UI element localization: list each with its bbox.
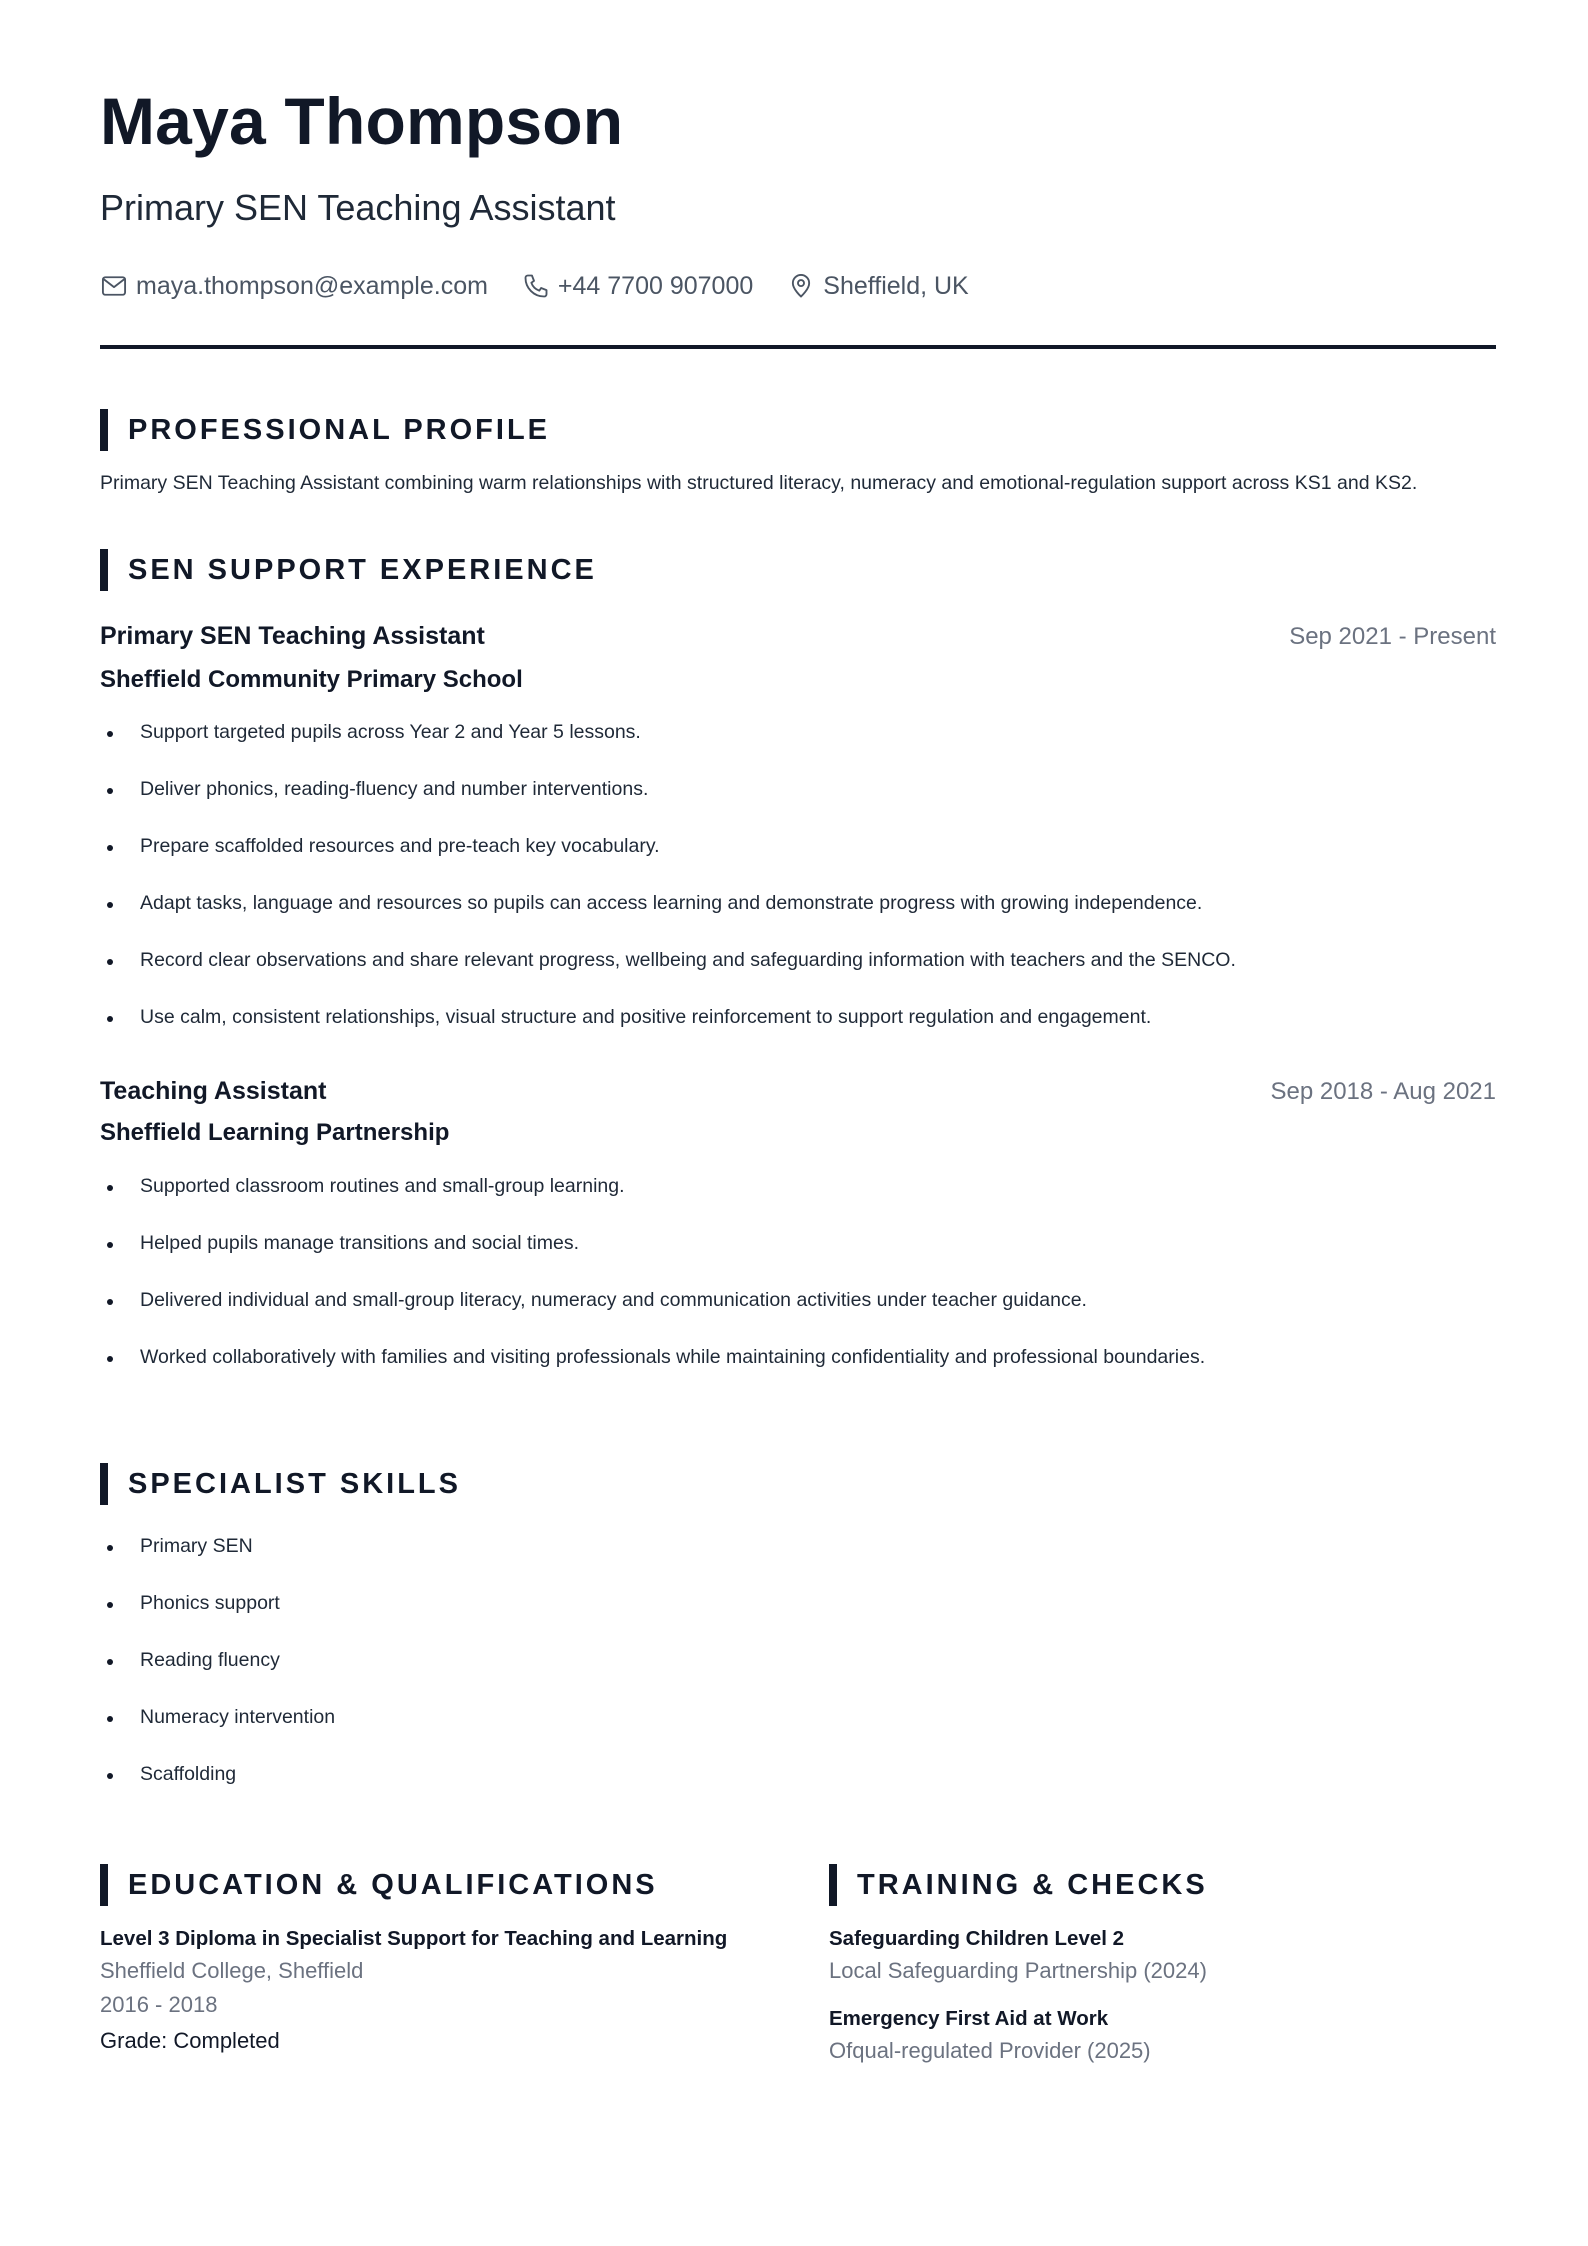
list-item: Prepare scaffolded resources and pre-teach key vocabulary. <box>100 837 1236 894</box>
candidate-name: Maya Thompson <box>100 84 624 158</box>
training-provider: Local Safeguarding Partnership (2024) <box>829 1958 1207 1983</box>
section-title-text: PROFESSIONAL PROFILE <box>128 413 551 446</box>
education-institution: Sheffield College, Sheffield <box>100 1958 364 1983</box>
contact-email[interactable] <box>100 272 488 300</box>
list-item: Worked collaboratively with families and visiting professionals while maintaining confidentiality and professional boundaries. <box>100 1348 1205 1405</box>
list-item: Deliver phonics, reading-fluency and number interventions. <box>100 780 1236 837</box>
section-accent-bar <box>100 1463 108 1505</box>
list-item: Use calm, consistent relationships, visual structure and positive reinforcement to support regulation and engagement. <box>100 1008 1236 1065</box>
job-title: Teaching Assistant <box>100 1077 327 1105</box>
mail-icon <box>100 272 128 300</box>
education-dates: 2016 - 2018 <box>100 1992 218 2017</box>
job-bullets <box>100 1177 1205 1405</box>
skills-list <box>100 1537 335 1822</box>
list-item: Record clear observations and share relevant progress, wellbeing and safeguarding information with teachers and the SENCO. <box>100 951 1236 1008</box>
skill-item: Numeracy intervention <box>100 1708 335 1765</box>
list-item: Delivered individual and small-group literacy, numeracy and communication activities under teacher guidance. <box>100 1291 1205 1348</box>
list-item: Adapt tasks, language and resources so pupils can access learning and demonstrate progress with growing independence. <box>100 894 1236 951</box>
section-title-text: SEN SUPPORT EXPERIENCE <box>128 553 597 586</box>
section-title-training <box>829 1864 1208 1906</box>
job-title: Primary SEN Teaching Assistant <box>100 622 485 650</box>
section-accent-bar <box>100 409 108 451</box>
skill-item: Phonics support <box>100 1594 335 1651</box>
job-dates: Sep 2018 - Aug 2021 <box>1270 1078 1496 1105</box>
header-divider <box>100 345 1496 349</box>
contact-row <box>100 272 1003 300</box>
section-accent-bar <box>100 1864 108 1906</box>
section-title-profile <box>100 409 550 451</box>
job-bullets <box>100 723 1236 1065</box>
section-title-text: TRAINING & CHECKS <box>857 1868 1208 1901</box>
profile-summary: Primary SEN Teaching Assistant combining warm relationships with structured literacy, numeracy and emotional-regulation support across KS1 and KS2. <box>100 472 1418 494</box>
list-item: Support targeted pupils across Year 2 and Year 5 lessons. <box>100 723 1236 780</box>
section-title-text: SPECIALIST SKILLS <box>128 1467 461 1500</box>
candidate-headline: Primary SEN Teaching Assistant <box>100 187 616 228</box>
skill-item: Reading fluency <box>100 1651 335 1708</box>
section-title-education <box>100 1864 658 1906</box>
contact-location <box>787 272 968 300</box>
contact-phone-text: +44 7700 907000 <box>557 271 754 300</box>
section-title-skills <box>100 1463 461 1505</box>
section-accent-bar <box>829 1864 837 1906</box>
education-qualification: Level 3 Diploma in Specialist Support for Teaching and Learning <box>100 1927 728 1950</box>
job-organization: Sheffield Community Primary School <box>100 666 523 693</box>
contact-location-text: Sheffield, UK <box>823 271 969 300</box>
job-dates: Sep 2021 - Present <box>1289 623 1496 650</box>
education-grade: Grade: Completed <box>100 2028 280 2053</box>
training-provider: Ofqual-regulated Provider (2025) <box>829 2038 1151 2063</box>
job-organization: Sheffield Learning Partnership <box>100 1119 450 1146</box>
section-accent-bar <box>100 549 108 591</box>
training-name: Safeguarding Children Level 2 <box>829 1927 1125 1950</box>
list-item: Helped pupils manage transitions and social times. <box>100 1234 1205 1291</box>
skill-item: Primary SEN <box>100 1537 335 1594</box>
location-pin-icon <box>787 272 815 300</box>
contact-email-text: maya.thompson@example.com <box>136 271 488 300</box>
training-name: Emergency First Aid at Work <box>829 2007 1109 2030</box>
section-title-experience <box>100 549 597 591</box>
contact-phone[interactable] <box>522 272 753 300</box>
skill-item: Scaffolding <box>100 1765 335 1822</box>
section-title-text: EDUCATION & QUALIFICATIONS <box>128 1868 658 1901</box>
phone-icon <box>522 272 550 300</box>
list-item: Supported classroom routines and small-group learning. <box>100 1177 1205 1234</box>
